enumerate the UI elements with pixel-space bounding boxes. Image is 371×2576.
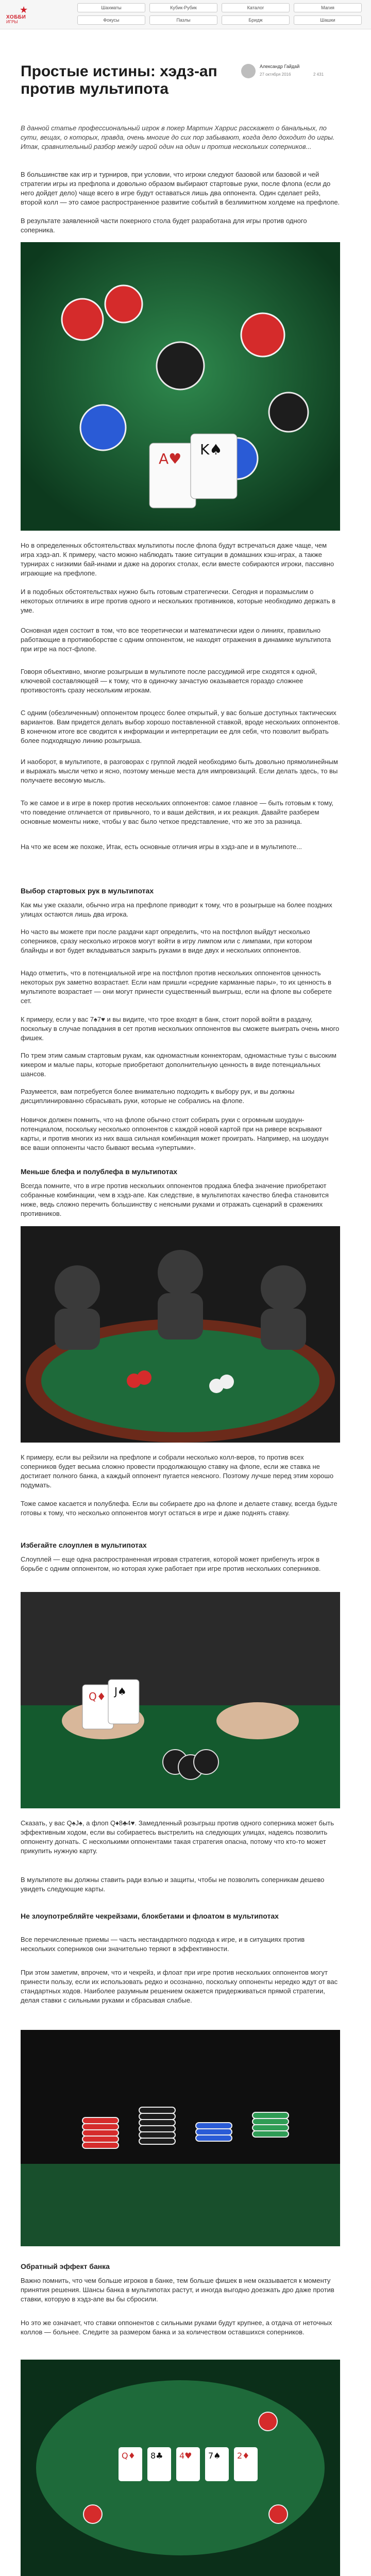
paragraph: Разумеется, вам потребуется более внимательно подходить к выбору рук, и вы должны дисциплинированно сбрасывать руки, которые не собрались на флопе. <box>21 1088 295 1105</box>
svg-text:7♠: 7♠ <box>208 2451 221 2461</box>
svg-text:2♦: 2♦ <box>237 2451 250 2461</box>
paragraph: И в подобных обстоятельствах нужно быть готовым стратегически. Сегодня и поразмыслим о некоторых отличиях в игре против одного и нескольких противников, которые необходимо держать в уме. <box>21 588 336 614</box>
paragraph: Но часто вы можете при после раздачи карт определить, что на постфлоп выйдут несколько соперников, сразу несколько игроков могут войти в игру лимпом или с лимпами, при котором блайнды и вот будет вкладываться закрыть руками в виде двух и нескольких оппонентов. <box>21 928 312 954</box>
section-heading: Обратный эффект банка <box>21 2262 110 2270</box>
paragraph: В результате заявленной части покерного стола будет разработана для игры против одного соперника. <box>21 217 307 234</box>
svg-text:J♠: J♠ <box>114 1685 127 1698</box>
avatar[interactable] <box>241 64 256 78</box>
article-lead: В данной статье профессиональный игрок в покер Мартин Харрис расскажет о банальных, по сути, вещах, о которых, правда, очень многие до сих пор забывают, когда дело доходит до игры. Итак, сравнительный разбор между игрой один на один и против нескольких соперников... <box>21 124 335 150</box>
site-header <box>0 0 371 29</box>
paragraph: Всегда помните, что в игре против нескольких оппонентов продажа блефа значение приобретают собранные комбинации, чем в хэдз-апе. Как следствие, в мультипотах качество блефа становится ниже, ведь сложно перечить большинству с неясными руками и отражать сценарий в сражениях противников. <box>21 1182 329 1217</box>
paragraph: В большинстве как игр и турниров, при условии, что игроки следуют базовой или базовой и чей стратегии игры из префлопа и довольно образом выбирают стартовые руки, после флопа (если до него дойдет дело) чаще всего в игре будут оставаться лишь два оппонента. Один сделает рейз, второй колл — это самое распространенное развитие событий в безлимитном холдеме на префлопе. <box>21 171 340 206</box>
logo-line2: ИГРЫ <box>6 20 18 24</box>
article-image <box>21 242 340 531</box>
paragraph: Новичок должен помнить, что на флопе обычно стоит собирать руки с огромным шоудаун-потенциалом, поскольку несколько оппонентов с каждой новой картой при на ривере вскрывают карты, и против многих из них ваша сильная комбинация может проиграть. Например, на шоудаун все ваши оппоненты часто бывают весьма «упертыми». <box>21 1116 329 1151</box>
paragraph: На что же всем же похоже, Итак, есть основные отличия игры в хэдз-апе и в мультипоте... <box>21 843 302 851</box>
paragraph: Как мы уже сказали, обычно игра на префлопе приводит к тому, что в розыгрыше на более поздних улицах остаются лишь два игрока. <box>21 901 332 918</box>
paragraph: К примеру, если у вас 7♠7♥ и вы видите, что трое входят в банк, стоит порой войти в раздачу, поскольку в случае попадания в сет против нескольких оппонентов вы сможете выиграть очень много фишек. <box>21 1015 340 1042</box>
publish-date: 27 октября 2016 <box>260 72 291 77</box>
paragraph: В мультипоте вы должны ставить ради вэлью и защиты, чтобы не позволить соперникам дешево увидеть следующие карты. <box>21 1876 325 1893</box>
article-image <box>21 2360 340 2576</box>
author-block <box>241 61 344 83</box>
paragraph: При этом заметим, впрочем, что и чекрейз, и флоат при игре против нескольких оппонентов могут принести пользу, если их использовать редко и осознанно, поскольку оппоненты нередко ждут от вас стандартных ходов. Наиболее разумным решением окажется придерживаться прямой стратегии, делая ставки с сильными руками и сбрасывая слабые. <box>21 1969 338 2004</box>
nav-item[interactable]: Магия <box>294 3 362 12</box>
svg-text:Q♦: Q♦ <box>122 2451 136 2461</box>
nav-item[interactable]: Кубик-Рубик <box>149 3 217 12</box>
section-heading: Не злоупотребляйте чекрейзами, блокбетами и флоатом в мультипотах <box>21 1912 279 1920</box>
nav-item[interactable]: Фокусы <box>77 15 145 25</box>
svg-text:4♥: 4♥ <box>179 2451 192 2461</box>
article-image <box>21 2030 340 2246</box>
paragraph: По трем этим самым стартовым рукам, как одномастным коннекторам, одномастные тузы с высоким кикером и малые пары, которые приобретают дополнительную ценность в виде потенциальных шансов. <box>21 1052 336 1078</box>
svg-text:Q♦: Q♦ <box>89 1690 106 1703</box>
paragraph: Основная идея состоит в том, что все теоретически и математически идеи о линиях, правильно работающие в противоборстве с одним оппонентом, не находят отражения в динамике мультипота при игре на пост-флопе. <box>21 626 331 653</box>
paragraph: Надо отметить, что в потенциальной игре на постфлоп против нескольких оппонентов ценность некоторых рук заметно возрастает. Если нам пришли «средние карманные пары», то их ценность в мультипоте возрастает — они могут принести существенный выигрыш, если на флопе вы соберете сет. <box>21 969 332 1005</box>
paragraph: Все перечисленные приемы — часть нестандартного подхода к игре, и в ситуациях против нескольких соперников они значительно теряют в эффективности. <box>21 1936 305 1953</box>
svg-text:A♥: A♥ <box>159 450 182 467</box>
author-name[interactable]: Александр Гайдай <box>260 64 300 69</box>
nav-item[interactable]: Бридж <box>222 15 290 25</box>
paragraph: Слоуплей — еще одна распространенная игровая стратегия, которой может прибегнуть игрок в борьбе с одним оппонентом, но которая хуже работает при игре против нескольких соперников. <box>21 1555 321 1572</box>
svg-text:K♠: K♠ <box>200 441 223 458</box>
svg-text:8♣: 8♣ <box>150 2451 163 2461</box>
nav-item[interactable]: Шашки <box>294 15 362 25</box>
paragraph: С одним (обезличенным) оппонентом процесс более открытый, у вас больше доступных тактических вариантов. Вам придется делать выбор хорошо поставленной ставкой, вроде нескольких оппонентов. В конечном итоге все сводится к информации и интерпретации ее для себя, что позволит выбрать более подходящую линию розыгрыша. <box>21 709 340 744</box>
paragraph: И наоборот, в мультипоте, в разговорах с группой людей необходимо быть довольно прямолинейным и выражать мысли четко и ясно, поэтому меньше места для импровизаций. Если делать здесь, то вы получаете весомую мысль. <box>21 758 338 784</box>
paragraph: Сказать, у вас Q♠J♠, а флоп Q♦8♣4♥. Замедленный розыгрыш против одного соперника может быть эффективным ходом, если вы собираетесь выстрелить на следующих улицах, надеясь позволить оппоненту догнать. С несколькими оппонентами такая стратегия опасна, потому что кто-то может прикупить нужную карту. <box>21 1819 334 1855</box>
star-icon: ★ <box>20 5 28 15</box>
nav-item[interactable]: Каталог <box>222 3 290 12</box>
paragraph: Говоря объективно, многие розыгрыши в мультипоте после рассудимой игре сходятся к одной, ключевой составляющей — к тому, что в одиночку зачастую оказывается гораздо сложнее противостоять сразу нескольким игрокам. <box>21 668 317 694</box>
views-count: 2 431 <box>313 72 324 77</box>
site-logo[interactable] <box>6 5 50 25</box>
article-image <box>21 1226 340 1443</box>
logo-line1: ХОББИ <box>6 14 26 20</box>
paragraph: То же самое и в игре в покер против нескольких оппонентов: самое главное — быть готовым к тому, что поведение отличается от привычного, то и ваши действия, и их реакция. Давайте разберем основные моменты ниже, чтобы у вас было четкое представление, что же это за разница. <box>21 799 333 825</box>
section-heading: Выбор стартовых рук в мультипотах <box>21 887 154 895</box>
paragraph: Но это же означает, что ставки оппонентов с сильными руками будут крупнее, а отдача от неточных коллов — больнее. Следите за размером банка и за количеством оставшихся соперников. <box>21 2319 332 2336</box>
article-image <box>21 1592 340 1808</box>
paragraph: Тоже самое касается и полублефа. Если вы собираете дро на флопе и делаете ставку, всегда будьте готовы к тому, что несколько оппонентов могут остаться в игре и даже поднять ставку. <box>21 1500 338 1517</box>
paragraph: Но в определенных обстоятельствах мультипоты после флопа будут встречаться даже чаще, чем игра хэдз-ап. К примеру, часто можно наблюдать такие ситуации в домашних кэш-играх, а также турнирах с низкими бай-инами и даже на дорогих столах, если вместе собираются игроки, пассивно играющие на префлопе. <box>21 541 334 577</box>
article-title: Простые истины: хэдз-ап против мультипота <box>21 63 217 97</box>
nav-item[interactable]: Пазлы <box>149 15 217 25</box>
paragraph: Важно помнить, что чем больше игроков в банке, тем больше фишек в нем оказывается к моменту принятия решения. Шансы банка в мультипотах растут, и иногда выгодно доезжать дро даже против ставки, которую в хэдз-апе вы бы сбросили. <box>21 2277 334 2303</box>
nav-item[interactable]: Шахматы <box>77 3 145 12</box>
section-heading: Меньше блефа и полублефа в мультипотах <box>21 1167 178 1176</box>
section-heading: Избегайте слоуплея в мультипотах <box>21 1541 147 1549</box>
paragraph: К примеру, если вы рейзили на префлопе и собрали несколько колл-веров, то против всех соперников будет весьма сложно провести продолжающую ставку на флопе, если же ставка не достигает полного банка, а каждый оппонент пугается неясного. Поэтому лучше перед этим хорошо подумать. <box>21 1453 334 1489</box>
